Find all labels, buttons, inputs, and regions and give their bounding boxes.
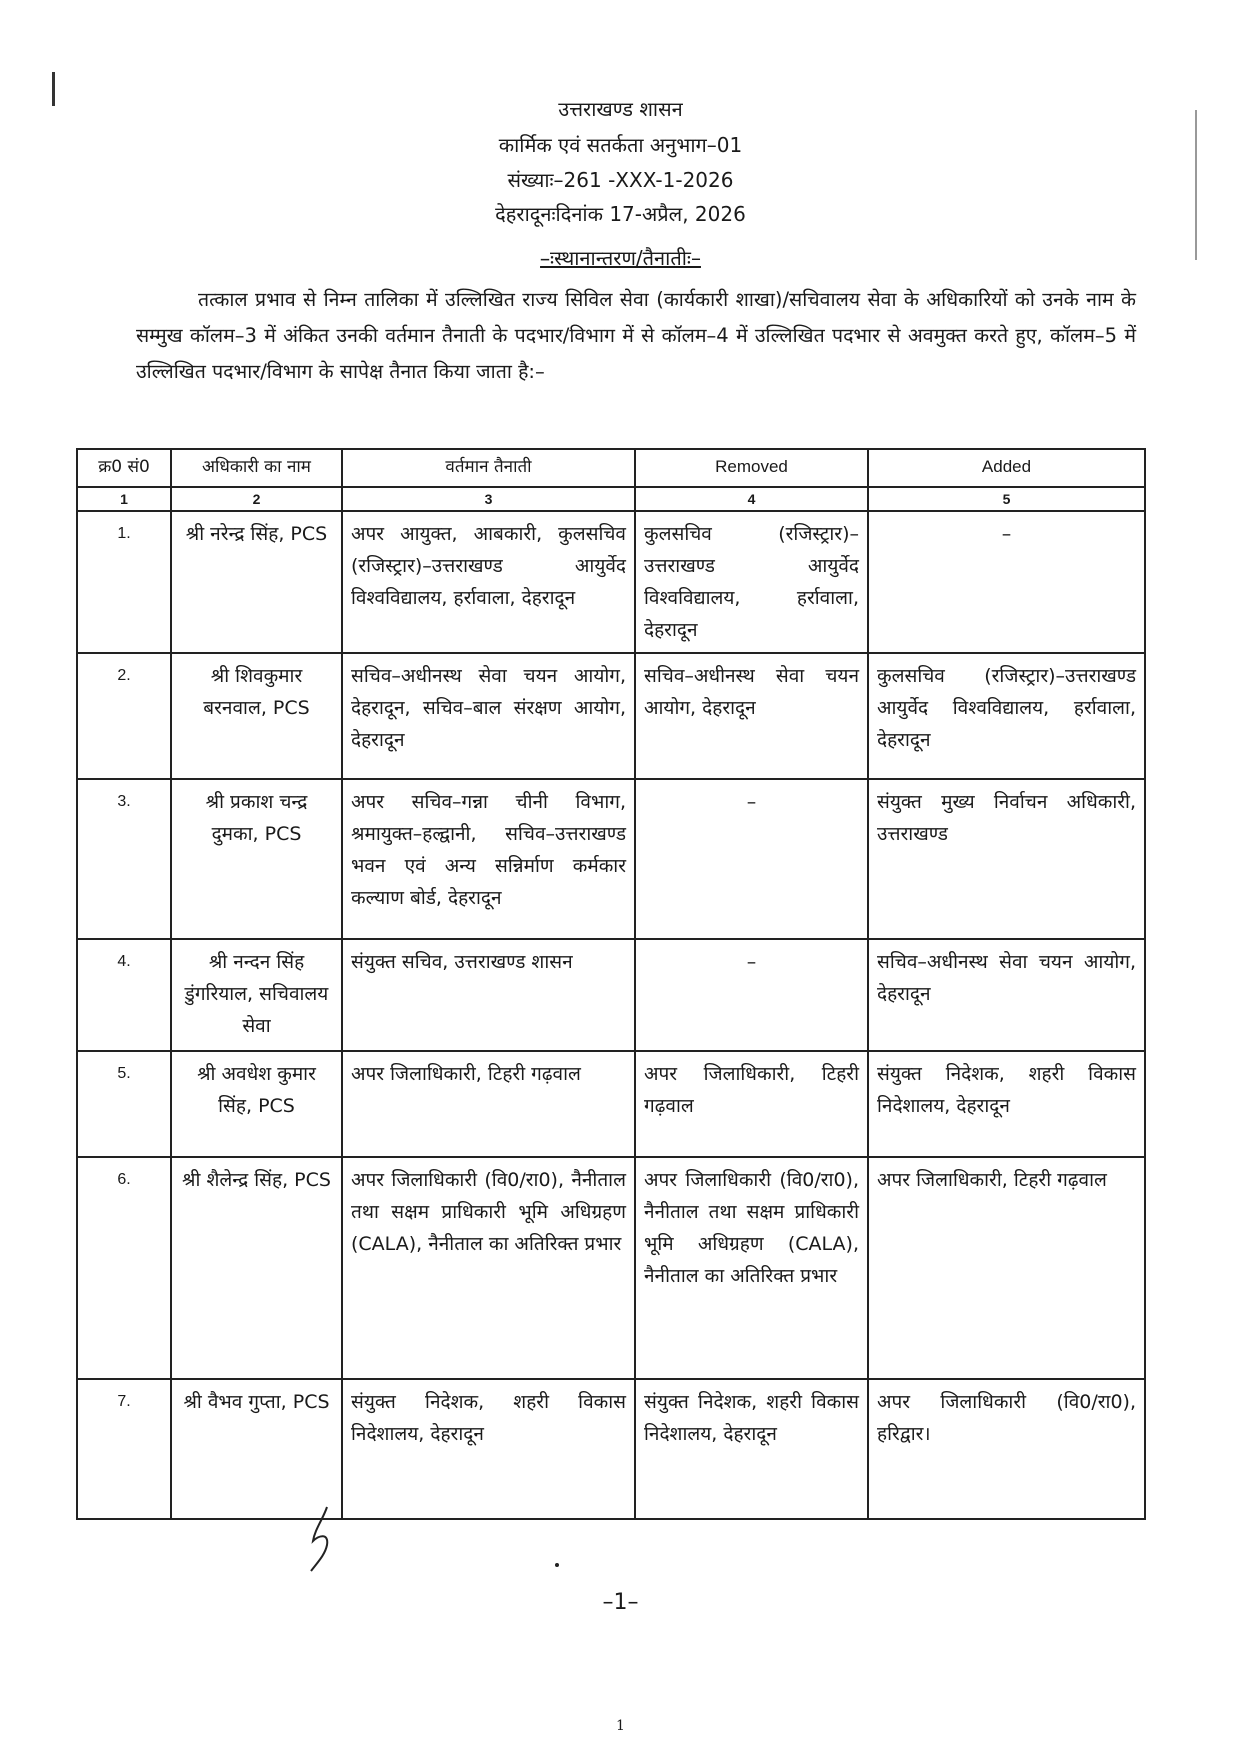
added-charge: अपर जिलाधिकारी, टिहरी गढ़वाल — [868, 1157, 1145, 1379]
col-header-current: वर्तमान तैनाती — [342, 449, 635, 487]
serial-number: 4. — [77, 939, 171, 1051]
table-row — [77, 779, 1145, 939]
table-row — [77, 1051, 1145, 1157]
current-posting: सचिव–अधीनस्थ सेवा चयन आयोग, देहरादून, सचिव–बाल संरक्षण आयोग, देहरादून — [342, 653, 635, 779]
officer-name: श्री अवधेश कुमार सिंह, PCS — [171, 1051, 342, 1157]
added-charge: – — [868, 511, 1145, 653]
current-posting: अपर जिलाधिकारी, टिहरी गढ़वाल — [342, 1051, 635, 1157]
current-posting: संयुक्त निदेशक, शहरी विकास निदेशालय, देहरादून — [342, 1379, 635, 1519]
removed-charge: सचिव–अधीनस्थ सेवा चयन आयोग, देहरादून — [635, 653, 868, 779]
current-posting: अपर जिलाधिकारी (वि0/रा0), नैनीताल तथा सक्षम प्राधिकारी भूमि अधिग्रहण (CALA), नैनीताल का अतिरिक्त प्रभार — [342, 1157, 635, 1379]
col-number: 2 — [171, 487, 342, 511]
table-row — [77, 1157, 1145, 1379]
current-posting: संयुक्त सचिव, उत्तराखण्ड शासन — [342, 939, 635, 1051]
transfer-table — [76, 448, 1146, 1520]
signature-mark — [305, 1505, 345, 1575]
table-row — [77, 653, 1145, 779]
order-body-text: तत्काल प्रभाव से निम्न तालिका में उल्लिखित राज्य सिविल सेवा (कार्यकारी शाखा)/सचिवालय सेवा के अधिकारियों को उनके नाम के सम्मुख कॉलम–3 में अंकित उनकी वर्तमान तैनाती के पदभार/विभाग में से कॉलम–4 में उल्लिखित पदभार से अवमुक्त करते हुए, कॉलम–5 में उल्लिखित पदभार/विभाग के सापेक्ष तैनात किया जाता है:– — [136, 288, 1136, 383]
col-header-serial: क्र0 सं0 — [77, 449, 171, 487]
serial-number: 7. — [77, 1379, 171, 1519]
removed-charge: संयुक्त निदेशक, शहरी विकास निदेशालय, देहरादून — [635, 1379, 868, 1519]
page-marker: –1– — [602, 1590, 639, 1615]
table-row — [77, 939, 1145, 1051]
col-header-removed: Removed — [635, 449, 868, 487]
department-name: कार्मिक एवं सतर्कता अनुभाग–01 — [498, 133, 743, 157]
col-header-added: Added — [868, 449, 1145, 487]
current-posting: अपर सचिव–गन्ना चीनी विभाग, श्रमायुक्त–हल्द्वानी, सचिव–उत्तराखण्ड भवन एवं अन्य सन्निर्माण कर्मकार कल्याण बोर्ड, देहरादून — [342, 779, 635, 939]
government-name: उत्तराखण्ड शासन — [558, 97, 683, 121]
order-number: संख्याः–261 -XXX-1-2026 — [507, 168, 734, 192]
col-number: 4 — [635, 487, 868, 511]
removed-charge: अपर जिलाधिकारी, टिहरी गढ़वाल — [635, 1051, 868, 1157]
table-row — [77, 511, 1145, 653]
removed-charge: अपर जिलाधिकारी (वि0/रा0), नैनीताल तथा सक्षम प्राधिकारी भूमि अधिग्रहण (CALA), नैनीताल का अतिरिक्त प्रभार — [635, 1157, 868, 1379]
col-number: 1 — [77, 487, 171, 511]
officer-name: श्री नरेन्द्र सिंह, PCS — [171, 511, 342, 653]
order-date: देहरादूनःदिनांक 17-अप्रैल, 2026 — [495, 202, 746, 226]
col-number: 5 — [868, 487, 1145, 511]
page-number: 1 — [616, 1718, 625, 1734]
removed-charge: – — [635, 939, 868, 1051]
order-subject: –ःस्थानान्तरण/तैनातीः– — [540, 246, 701, 270]
current-posting: अपर आयुक्त, आबकारी, कुलसचिव (रजिस्ट्रार)–उत्तराखण्ड आयुर्वेद विश्वविद्यालय, हर्रावाला, देहरादून — [342, 511, 635, 653]
serial-number: 1. — [77, 511, 171, 653]
serial-number: 6. — [77, 1157, 171, 1379]
column-number-row — [77, 487, 1145, 511]
serial-number: 3. — [77, 779, 171, 939]
officer-name: श्री नन्दन सिंह डुंगरियाल, सचिवालय सेवा — [171, 939, 342, 1051]
officer-name: श्री शिवकुमार बरनवाल, PCS — [171, 653, 342, 779]
added-charge: संयुक्त मुख्य निर्वाचन अधिकारी, उत्तराखण्ड — [868, 779, 1145, 939]
added-charge: सचिव–अधीनस्थ सेवा चयन आयोग, देहरादून — [868, 939, 1145, 1051]
col-number: 3 — [342, 487, 635, 511]
col-header-name: अधिकारी का नाम — [171, 449, 342, 487]
officer-name: श्री प्रकाश चन्द्र दुमका, PCS — [171, 779, 342, 939]
table-header-row — [77, 449, 1145, 487]
officer-name: श्री वैभव गुप्ता, PCS — [171, 1379, 342, 1519]
added-charge: संयुक्त निदेशक, शहरी विकास निदेशालय, देहरादून — [868, 1051, 1145, 1157]
removed-charge: कुलसचिव (रजिस्ट्रार)–उत्तराखण्ड आयुर्वेद विश्वविद्यालय, हर्रावाला, देहरादून — [635, 511, 868, 653]
serial-number: 2. — [77, 653, 171, 779]
serial-number: 5. — [77, 1051, 171, 1157]
ink-dot — [555, 1563, 559, 1567]
removed-charge: – — [635, 779, 868, 939]
officer-name: श्री शैलेन्द्र सिंह, PCS — [171, 1157, 342, 1379]
added-charge: कुलसचिव (रजिस्ट्रार)–उत्तराखण्ड आयुर्वेद विश्वविद्यालय, हर्रावाला, देहरादून — [868, 653, 1145, 779]
table-row — [77, 1379, 1145, 1519]
added-charge: अपर जिलाधिकारी (वि0/रा0), हरिद्वार। — [868, 1379, 1145, 1519]
